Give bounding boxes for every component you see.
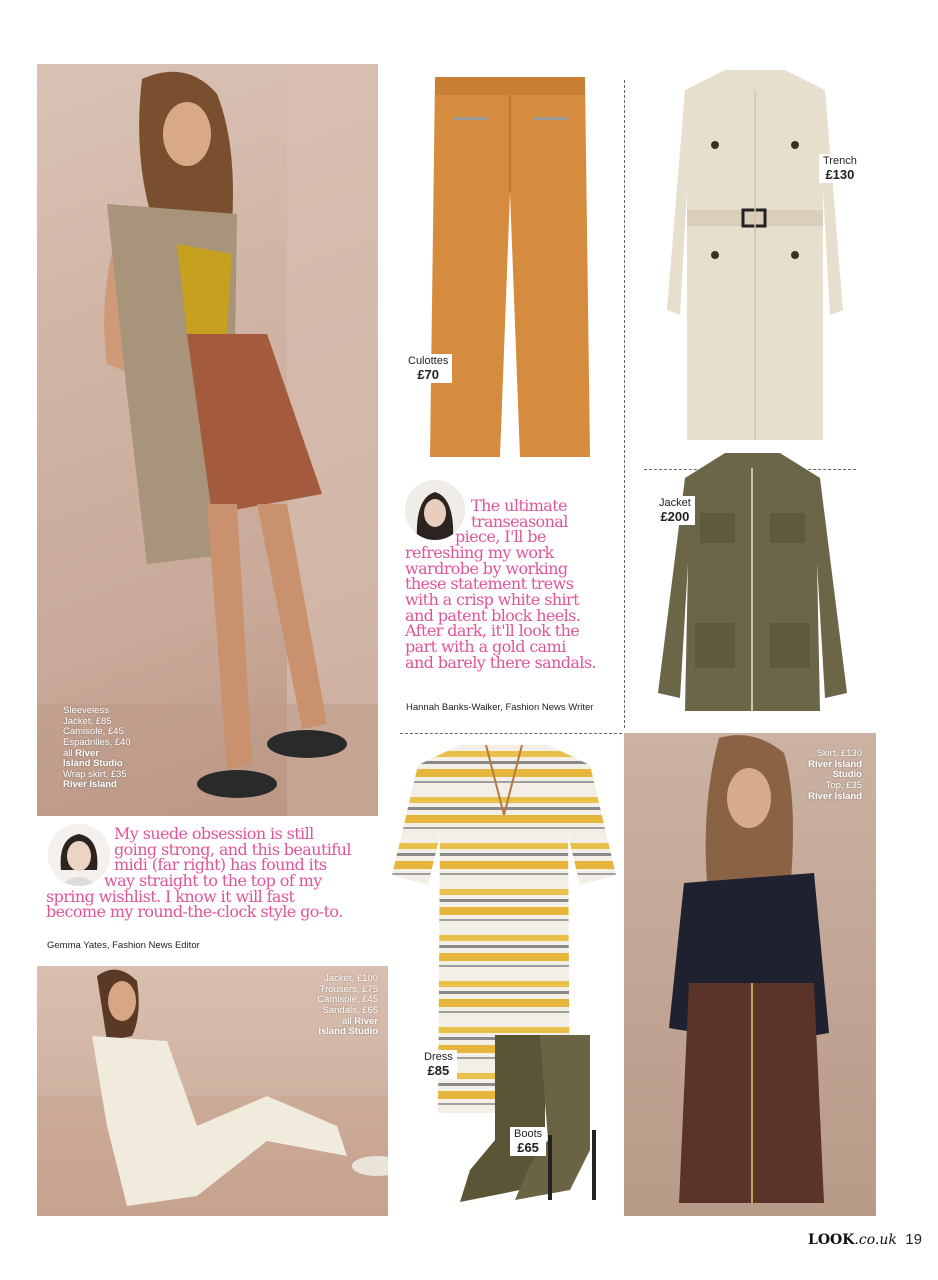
quote-line: After dark, it'll look the [405, 621, 580, 641]
caption-line: Skirt, £130 [816, 748, 862, 759]
footer [808, 1231, 922, 1249]
product-name: Trench [823, 155, 857, 167]
product-price: £200 [660, 508, 690, 524]
brand-suffix: .co.uk [854, 1232, 897, 1248]
caption-line: Jacket, £85 [63, 715, 112, 727]
product-name: Culottes [408, 355, 449, 367]
quote-line: piece, I'll be [455, 527, 546, 547]
price-label-jacket [655, 496, 695, 525]
photo-model-suede-skirt [624, 733, 876, 1216]
jacket-illustration [655, 453, 850, 715]
product-name: Boots [514, 1128, 543, 1140]
product-name: Jacket [659, 497, 691, 509]
caption-model-2 [317, 974, 378, 1038]
product-price: £65 [517, 1139, 539, 1155]
quote-line: My suede obsession is still [114, 824, 314, 843]
price-label-culottes [404, 354, 452, 383]
quote-line: and patent block heels. [405, 605, 581, 625]
culottes-illustration [425, 72, 595, 464]
product-price: £130 [825, 166, 855, 182]
model-illustration [37, 64, 378, 816]
caption-brand: Island Studio [318, 1026, 378, 1038]
divider-vertical [624, 80, 625, 728]
price-label-dress [420, 1050, 457, 1079]
product-name: Dress [424, 1051, 453, 1063]
quote-line: part with a gold cami [405, 637, 566, 657]
caption-line: all [63, 747, 76, 759]
caption-line: Wrap skirt, £35 [63, 768, 127, 780]
quote-line: become my round-the-clock style go-to. [46, 902, 343, 922]
brand-name: LOOK [808, 1232, 855, 1248]
price-label-boots [510, 1127, 546, 1156]
product-culottes-image [425, 72, 595, 464]
caption-brand: Studio [832, 769, 862, 781]
product-price: £70 [417, 366, 440, 382]
quote-line: going strong, and this beautiful [114, 839, 351, 859]
model-illustration [624, 733, 876, 1216]
quote-line: refreshing my work [405, 543, 554, 563]
quote-line: transeasonal [471, 511, 568, 531]
quote-line: The ultimate [471, 496, 567, 515]
quote-line: these statement trews [405, 574, 574, 594]
quote-hannah [405, 498, 619, 670]
byline-hannah: Hannah Banks-Walker, Fashion News Writer [406, 702, 594, 713]
quote-gemma [46, 826, 382, 920]
page-number: 19 [905, 1231, 922, 1248]
price-label-trench [819, 154, 861, 183]
photo-model-white-suit [37, 966, 388, 1216]
byline-gemma: Gemma Yates, Fashion News Editor [47, 940, 200, 951]
product-boots-image [460, 1030, 605, 1205]
quote-line: midi (far right) has found its [114, 855, 327, 875]
caption-line: Camisole, £45 [63, 726, 124, 738]
caption-line: all [342, 1015, 355, 1027]
caption-line: Top, £35 [825, 779, 862, 791]
caption-line: Jacket, £100 [324, 973, 378, 984]
caption-line: Espadrilles, £40 [63, 736, 131, 748]
caption-brand: River [75, 747, 99, 759]
caption-brand: River Island [808, 790, 862, 802]
product-jacket-image [655, 453, 850, 715]
footer-brand [808, 1232, 897, 1248]
caption-model-3 [808, 749, 862, 802]
caption-brand: Island Studio [63, 758, 123, 770]
quote-line: with a crisp white shirt [405, 590, 579, 610]
caption-line: Trousers, £75 [319, 983, 378, 995]
caption-model-1 [63, 706, 131, 791]
caption-brand: River [354, 1015, 378, 1027]
trench-illustration [665, 70, 845, 442]
quote-line: spring wishlist. I know it will fast [46, 886, 295, 906]
caption-line: Sandals, £65 [322, 1004, 378, 1016]
caption-line: Camisole, £45 [317, 994, 378, 1006]
divider-horizontal [400, 733, 622, 734]
quote-line: and barely there sandals. [405, 652, 596, 672]
boots-illustration [460, 1030, 605, 1205]
photo-model-sleeveless-jacket [37, 64, 378, 816]
product-trench-image [665, 70, 845, 442]
quote-line: wardrobe by working [405, 558, 568, 578]
quote-line: way straight to the top of my [104, 871, 322, 891]
product-price: £85 [427, 1062, 450, 1078]
caption-brand: River Island [63, 779, 117, 791]
caption-brand: River Island [808, 758, 862, 770]
caption-line: Sleeveless [63, 705, 109, 716]
